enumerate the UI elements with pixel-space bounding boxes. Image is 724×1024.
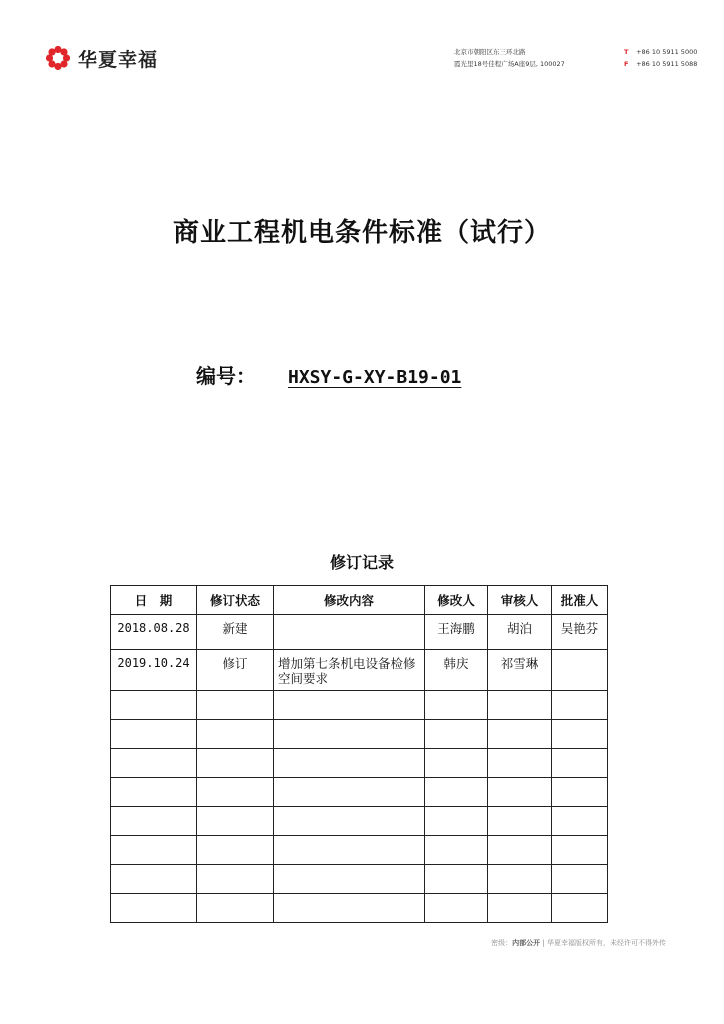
empty-cell bbox=[274, 778, 425, 807]
empty-cell bbox=[425, 807, 488, 836]
empty-cell bbox=[274, 720, 425, 749]
empty-cell bbox=[488, 749, 552, 778]
empty-cell bbox=[425, 691, 488, 720]
empty-cell bbox=[552, 778, 608, 807]
empty-row bbox=[111, 691, 608, 720]
phone-label: T bbox=[624, 48, 629, 56]
empty-cell bbox=[488, 836, 552, 865]
empty-cell bbox=[274, 894, 425, 923]
cell-modifier: 韩庆 bbox=[425, 650, 488, 691]
empty-cell bbox=[197, 836, 274, 865]
empty-cell bbox=[552, 691, 608, 720]
footer-separator: | bbox=[542, 939, 545, 947]
table-row bbox=[111, 650, 608, 691]
code-label: 编号： bbox=[196, 364, 256, 388]
secrecy-label: 密级： bbox=[491, 939, 513, 947]
secrecy-level: 内部公开 bbox=[512, 939, 541, 947]
company-logo bbox=[44, 44, 158, 72]
empty-cell bbox=[552, 720, 608, 749]
cell-reviewer: 祁雪琳 bbox=[488, 650, 552, 691]
empty-cell bbox=[111, 720, 197, 749]
empty-cell bbox=[552, 894, 608, 923]
empty-cell bbox=[197, 865, 274, 894]
confidentiality-footer bbox=[491, 938, 666, 948]
empty-cell bbox=[197, 894, 274, 923]
empty-cell bbox=[197, 691, 274, 720]
empty-cell bbox=[274, 749, 425, 778]
flower-logo-icon bbox=[44, 44, 72, 72]
fax-row bbox=[624, 58, 697, 70]
empty-cell bbox=[488, 691, 552, 720]
empty-cell bbox=[488, 894, 552, 923]
empty-cell bbox=[111, 749, 197, 778]
cell-approver: 吴艳芬 bbox=[552, 615, 608, 650]
address-line-2: 霞光里18号佳程广场A座9层, 100027 bbox=[454, 60, 565, 68]
empty-cell bbox=[425, 749, 488, 778]
header-content: 修改内容 bbox=[274, 586, 425, 615]
code-value: HXSY-G-XY-B19-01 bbox=[288, 367, 462, 388]
empty-cell bbox=[197, 720, 274, 749]
empty-cell bbox=[425, 720, 488, 749]
empty-cell bbox=[111, 778, 197, 807]
empty-row bbox=[111, 778, 608, 807]
header-reviewer: 审核人 bbox=[488, 586, 552, 615]
empty-cell bbox=[488, 865, 552, 894]
empty-cell bbox=[111, 865, 197, 894]
cell-reviewer: 胡泊 bbox=[488, 615, 552, 650]
cell-modifier: 王海鹏 bbox=[425, 615, 488, 650]
header-date: 日 期 bbox=[111, 586, 197, 615]
empty-cell bbox=[552, 865, 608, 894]
revision-title: 修订记录 bbox=[329, 553, 394, 572]
empty-cell bbox=[425, 865, 488, 894]
header-approver: 批准人 bbox=[552, 586, 608, 615]
document-code bbox=[196, 360, 461, 389]
phone-row bbox=[624, 46, 697, 58]
fax-label: F bbox=[624, 60, 629, 68]
empty-cell bbox=[488, 778, 552, 807]
empty-cell bbox=[425, 894, 488, 923]
fax-number: +86 10 5911 5088 bbox=[636, 60, 698, 68]
empty-cell bbox=[111, 691, 197, 720]
empty-cell bbox=[425, 778, 488, 807]
empty-cell bbox=[111, 807, 197, 836]
address-line-1: 北京市朝阳区东三环北路 bbox=[454, 48, 526, 56]
table-header-row bbox=[111, 586, 608, 615]
cell-status: 修订 bbox=[197, 650, 274, 691]
copyright-notice: 华夏幸福版权所有，未经许可不得外传 bbox=[547, 939, 666, 947]
empty-cell bbox=[197, 807, 274, 836]
empty-cell bbox=[425, 836, 488, 865]
cell-content bbox=[274, 615, 425, 650]
brand-name: 华夏幸福 bbox=[78, 48, 159, 71]
empty-cell bbox=[552, 836, 608, 865]
cell-date: 2018.08.28 bbox=[111, 615, 197, 650]
cell-status: 新建 bbox=[197, 615, 274, 650]
empty-cell bbox=[111, 836, 197, 865]
empty-cell bbox=[274, 691, 425, 720]
empty-row bbox=[111, 749, 608, 778]
header-status: 修订状态 bbox=[197, 586, 274, 615]
revision-table bbox=[110, 585, 608, 923]
company-contact bbox=[624, 46, 697, 70]
cell-date: 2019.10.24 bbox=[111, 650, 197, 691]
table-row bbox=[111, 615, 608, 650]
cell-content: 增加第七条机电设备检修空间要求 bbox=[274, 650, 425, 691]
cell-approver bbox=[552, 650, 608, 691]
empty-cell bbox=[274, 807, 425, 836]
empty-cell bbox=[488, 720, 552, 749]
empty-row bbox=[111, 865, 608, 894]
empty-row bbox=[111, 836, 608, 865]
empty-cell bbox=[197, 778, 274, 807]
empty-row bbox=[111, 720, 608, 749]
empty-cell bbox=[274, 865, 425, 894]
document-title: 商业工程机电条件标准（试行） bbox=[172, 218, 551, 248]
empty-cell bbox=[197, 749, 274, 778]
header-modifier: 修改人 bbox=[425, 586, 488, 615]
empty-cell bbox=[111, 894, 197, 923]
phone-number: +86 10 5911 5000 bbox=[636, 48, 698, 56]
empty-row bbox=[111, 807, 608, 836]
empty-cell bbox=[552, 749, 608, 778]
empty-cell bbox=[488, 807, 552, 836]
empty-cell bbox=[274, 836, 425, 865]
empty-cell bbox=[552, 807, 608, 836]
empty-row bbox=[111, 894, 608, 923]
company-address bbox=[454, 46, 565, 70]
